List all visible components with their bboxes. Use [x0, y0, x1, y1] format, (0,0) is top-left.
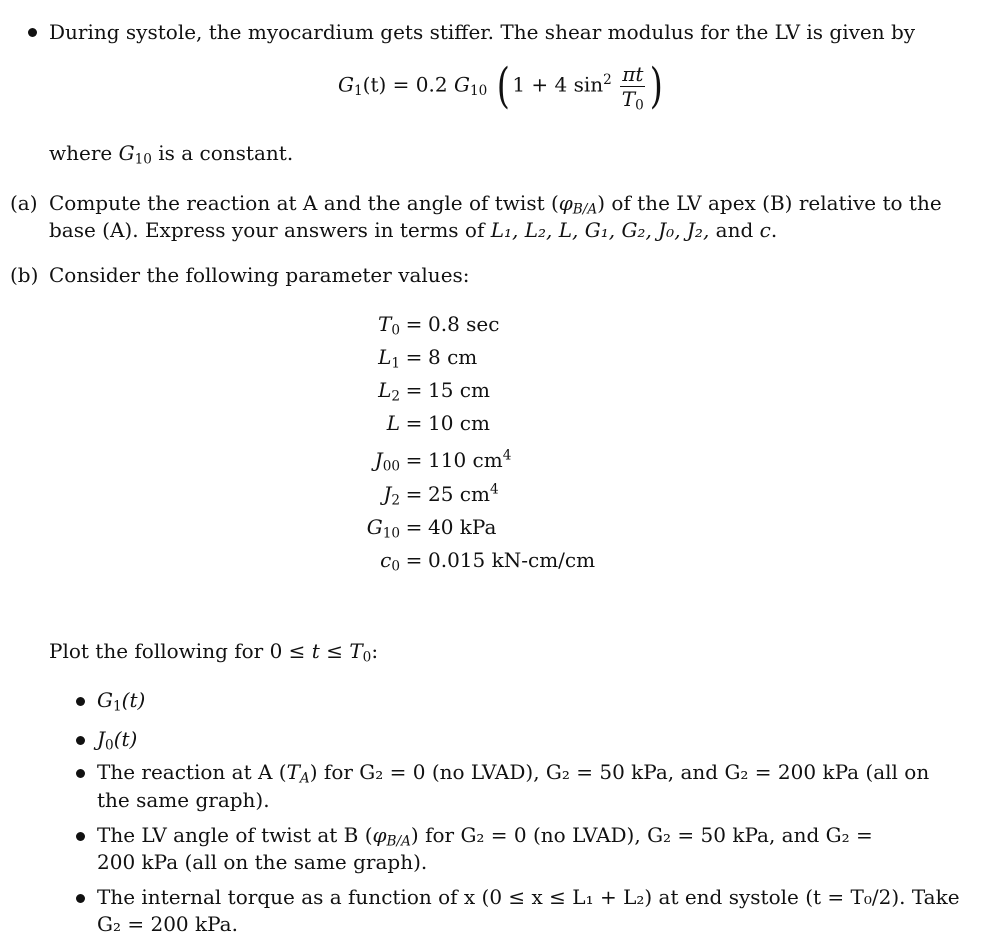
bullet-dot	[28, 28, 37, 37]
where-line: where $G_{10}$ is a constant.	[49, 141, 294, 168]
eq-sin-power: 2	[603, 72, 612, 89]
bullet-dot	[76, 736, 85, 745]
eq-paren-left: (	[496, 58, 510, 114]
param-row: $J_2 = 25$ $cm^4$	[383, 481, 499, 509]
eq-frac-num: πt	[622, 61, 644, 86]
eq-lhs-sub: 1	[353, 82, 363, 99]
plot-item-twist-line2: 200 kPa (all on the same graph).	[97, 850, 428, 874]
shear-modulus-equation	[338, 58, 666, 114]
eq-lhs: G	[338, 72, 354, 97]
param-row: $T_0 = 0.8$ sec	[378, 312, 500, 339]
plot-item-g1: $G_1(t)$	[97, 688, 146, 715]
param-row: L = 10 cm	[386, 411, 490, 435]
plot-item-reaction-line2: the same graph).	[97, 788, 270, 812]
eq-fraction	[620, 61, 645, 113]
param-row: $J_{00} = 110$ $cm^4$	[374, 447, 512, 475]
part-b-text: Consider the following parameter values:	[49, 263, 470, 287]
param-row: $L_2 = 15$ cm	[378, 378, 490, 405]
param-row: $L_1 = 8$ cm	[378, 345, 478, 372]
param-row: $G_{10} = 40$ kPa	[366, 515, 497, 542]
plot-intro: Plot the following for $0 \le t \le T_0$:	[49, 639, 379, 666]
bullet-dot	[76, 832, 85, 841]
plot-item-reaction-line1: The reaction at A $(T_A)$ for G₂ = 0 (no LVAD), G₂ = 50 kPa, and G₂ = 200 kPa (all on	[97, 760, 930, 787]
bullet-dot	[76, 894, 85, 903]
eq-g-sub: 10	[469, 82, 488, 99]
eq-frac-den: $T_0$	[621, 86, 644, 113]
plot-item-torque-line1: The internal torque as a function of x (0 ≤ x ≤ L₁ + L₂) at end systole (t = T₀/2). Take	[97, 885, 960, 909]
bullet-dot	[76, 697, 85, 706]
part-a-line2: base (A). Express your answers in terms of L₁, L₂, L, G₁, G₂, J₀, J₂, and c.	[49, 218, 778, 242]
eq-arg: (t)	[362, 72, 387, 97]
eq-g: G	[453, 72, 470, 97]
intro-sentence: During systole, the myocardium gets stiffer. The shear modulus for the LV is given by	[49, 20, 916, 44]
eq-equals: =	[392, 72, 410, 97]
param-row: $c_0 = 0.015$ kN-cm/cm	[380, 548, 596, 575]
eq-coef: 0.2	[415, 72, 448, 97]
part-a-line1: Compute the reaction at A and the angle of twist $(\varphi_{B/A})$ of the LV apex (B) relative to the	[49, 191, 942, 218]
plot-item-twist-line1: The LV angle of twist at B $(\varphi_{B/A})$ for G₂ = 0 (no LVAD), G₂ = 50 kPa, and G₂ =	[97, 823, 873, 850]
bullet-dot	[76, 769, 85, 778]
part-a-label: (a)	[10, 191, 38, 215]
eq-one-plus: 1 + 4 sin	[512, 72, 604, 97]
plot-item-torque-line2: G₂ = 200 kPa.	[97, 912, 238, 936]
eq-paren-right: )	[650, 58, 664, 114]
plot-item-j0: $J_0(t)$	[97, 727, 138, 754]
part-b-label: (b)	[10, 263, 39, 287]
